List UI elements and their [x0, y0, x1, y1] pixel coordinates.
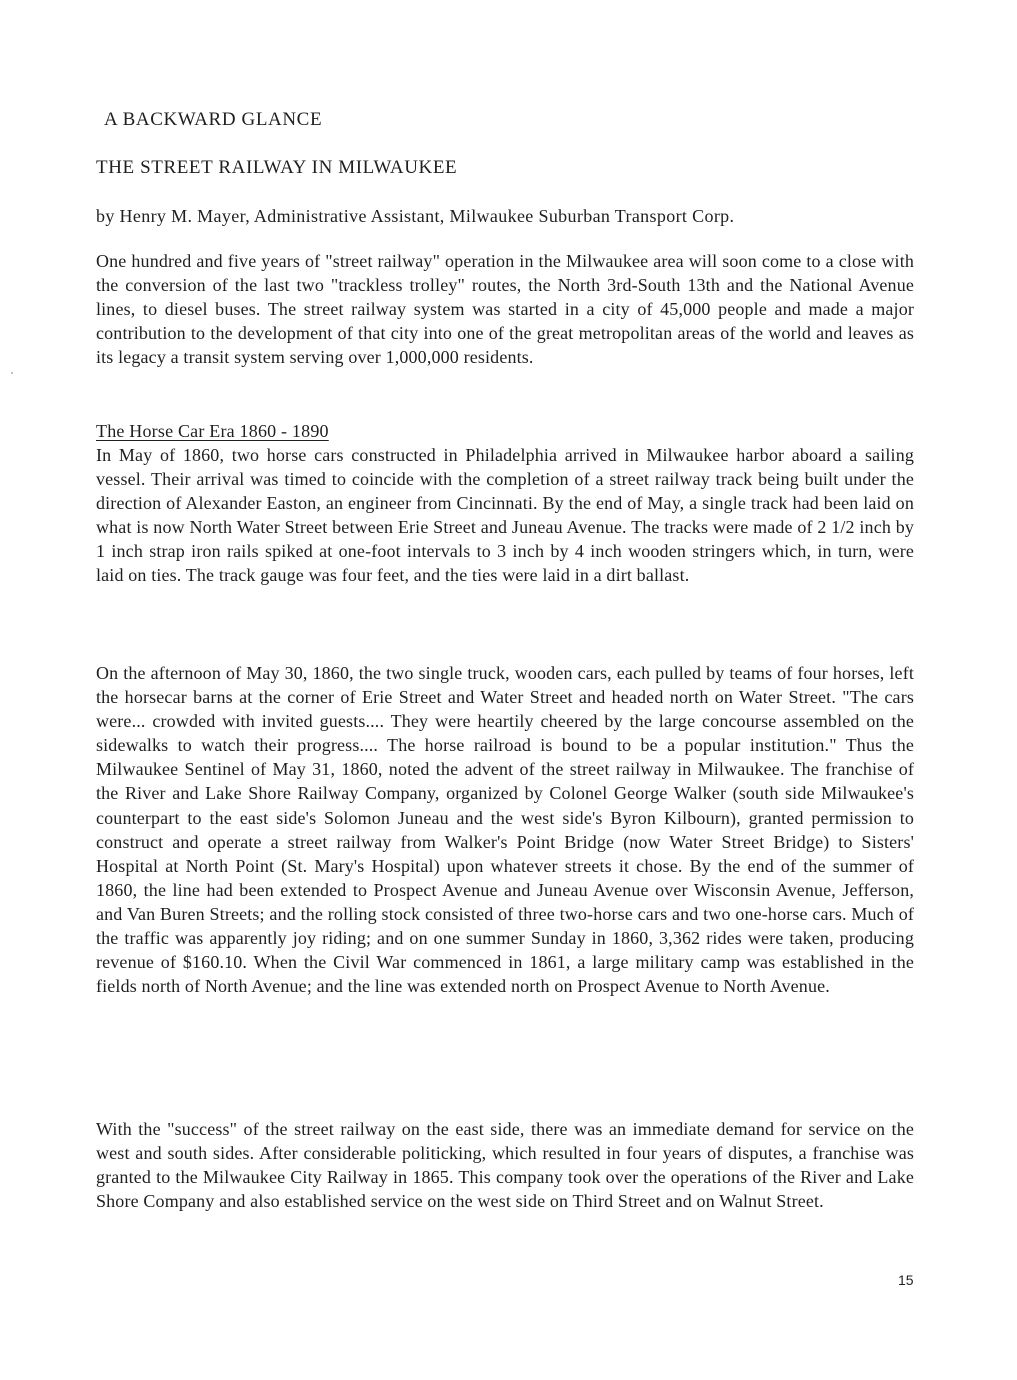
author-byline: by Henry M. Mayer, Administrative Assistant, Milwaukee Suburban Transport Corp. — [96, 206, 735, 226]
section-title: The Horse Car Era 1860 - 1890 — [96, 421, 329, 441]
page-number: 15 — [898, 1272, 914, 1288]
body-paragraph-3: With the "success" of the street railway on the east side, there was an immediate demand for service on the west and south sides. After considerable politicking, which resulted in four years of disputes, a franchise was granted to the Milwaukee City Railway in 1865. This company took over the operations of the River and Lake Shore Company and also established service on the west side on Third Street and on Walnut Street. — [96, 1119, 914, 1212]
series-heading: A BACKWARD GLANCE — [104, 109, 323, 130]
article-title: THE STREET RAILWAY IN MILWAUKEE — [96, 157, 458, 178]
intro-paragraph: One hundred and five years of "street railway" operation in the Milwaukee area will soon come to a close with the conversion of the last two "trackless trolley" routes, the North 3rd-South 13th and the National Avenue lines, to diesel buses. The street railway system was started in a city of 45,000 people and made a major contribution to the development of that city into one of the great metropolitan areas of the world and leaves as its legacy a transit system serving over 1,000,000 residents. — [96, 251, 914, 368]
body-paragraph-2: On the afternoon of May 30, 1860, the two single truck, wooden cars, each pulled by teams of four horses, left the horsecar barns at the corner of Erie Street and Water Street and headed north on Water Street. "The cars were... crowded with invited guests.... They were heartily cheered by the large concourse assembled on the sidewalks to watch their progress.... The horse railroad is bound to be a popular institution." Thus the Milwaukee Sentinel of May 31, 1860, noted the advent of the street railway in Milwaukee. The franchise of the River and Lake Shore Railway Company, organized by Colonel George Walker (south side Milwaukee's counterpart to the east side's Solomon Juneau and the west side's Byron Kilbourn), granted permission to construct and operate a street railway from Walker's Point Bridge (now Water Street Bridge) to Sisters' Hospital at North Point (St. Mary's Hospital) upon whatever streets it chose. By the end of the summer of 1860, the line had been extended to Prospect Avenue and Juneau Avenue over Wisconsin Avenue, Jefferson, and Van Buren Streets; and the rolling stock consisted of three two-horse cars and two one-horse cars. Much of the traffic was apparently joy riding; and on one summer Sunday in 1860, 3,362 rides were taken, producing revenue of $160.10. When the Civil War commenced in 1861, a large military camp was established in the fields north of North Avenue; and the line was extended north on Prospect Avenue to North Avenue. — [96, 663, 914, 997]
body-paragraph-1: In May of 1860, two horse cars constructed in Philadelphia arrived in Milwaukee harbor aboard a sailing vessel. Their arrival was timed to coincide with the completion of a street railway track being built under the direction of Alexander Easton, an engineer from Cincinnati. By the end of May, a single track had been laid on what is now North Water Street between Erie Street and Juneau Avenue. The tracks were made of 2 1/2 inch by 1 inch strap iron rails spiked at one-foot intervals to 3 inch by 4 inch wooden stringers which, in turn, were laid on ties. The track gauge was four feet, and the ties were laid in a dirt ballast. — [96, 445, 914, 586]
scan-speck — [11, 372, 13, 374]
